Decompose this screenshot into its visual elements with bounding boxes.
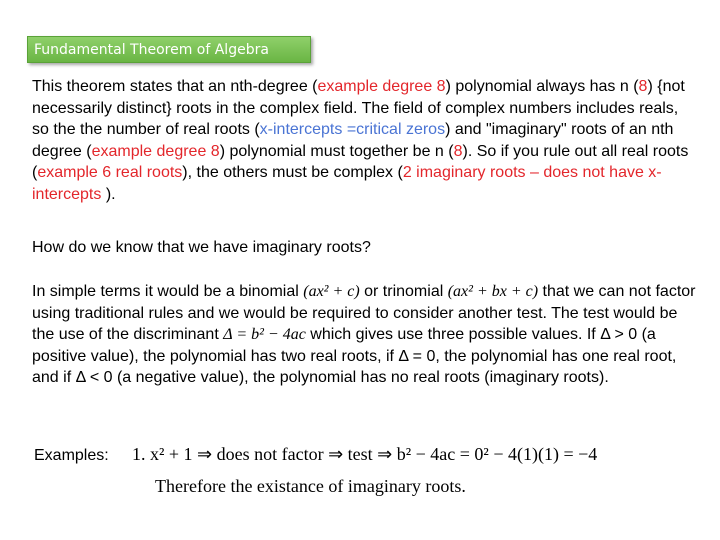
text: that we can not factor using traditional rules and we would be required to consider another test. The test would be the use of the discriminant [32, 283, 696, 343]
text: ), the others must be complex ( [182, 164, 403, 181]
example-math: 1. x² + 1 ⇒ does not factor ⇒ test ⇒ b² − 4ac = 0² − 4(1)(1) = −4 [132, 444, 598, 464]
highlight-red: 2 imaginary roots – does not have x-intercepts [32, 164, 662, 203]
text: In simple terms it would be a binomial [32, 283, 304, 300]
example-row [34, 444, 597, 465]
discriminant-formula: Δ = b² − 4ac [223, 326, 306, 343]
highlight-red: example degree 8 [91, 142, 220, 160]
highlight-blue: x-intercepts =critical zeros [259, 121, 446, 138]
text: ) and "imaginary" roots of an nth degree ( [32, 121, 674, 160]
examples-label: Examples: [34, 447, 109, 464]
theorem-paragraph [32, 76, 697, 205]
text: ) {not necessarily distinct} roots in the complex field. The field of complex numbers includes reals, so the the number of real roots ( [32, 78, 685, 138]
text: or trinomial [359, 283, 448, 300]
text: ). [105, 185, 116, 203]
highlight-red: 8 [638, 78, 648, 95]
example-conclusion: Therefore the existance of imaginary roots. [155, 476, 466, 496]
question-text: How do we know that we have imaginary roots? [32, 239, 371, 256]
text: This theorem states that an nth-degree ( [32, 78, 318, 95]
text: ) polynomial must together be n ( [219, 142, 454, 160]
highlight-red: 8 [453, 142, 463, 160]
trinomial-formula: (ax² + bx + c) [447, 283, 539, 300]
slide-title: Fundamental Theorem of Algebra [34, 42, 269, 58]
highlight-red: example degree 8 [317, 78, 446, 95]
text: which gives use three possible values. If Δ > 0 (a positive value), the polynomial has two real roots, if Δ = 0, the polynomial has one real root, and if Δ < 0 (a negative value), the polynomial has no real roots (imaginary roots). [32, 326, 677, 386]
text: ). So if you rule out all real roots ( [32, 142, 689, 181]
binomial-formula: (ax² + c) [303, 283, 360, 300]
highlight-red: example 6 real roots [37, 164, 183, 181]
slide-title-box [27, 36, 311, 63]
text: ) polynomial always has n ( [445, 78, 639, 95]
discriminant-paragraph [32, 281, 697, 389]
